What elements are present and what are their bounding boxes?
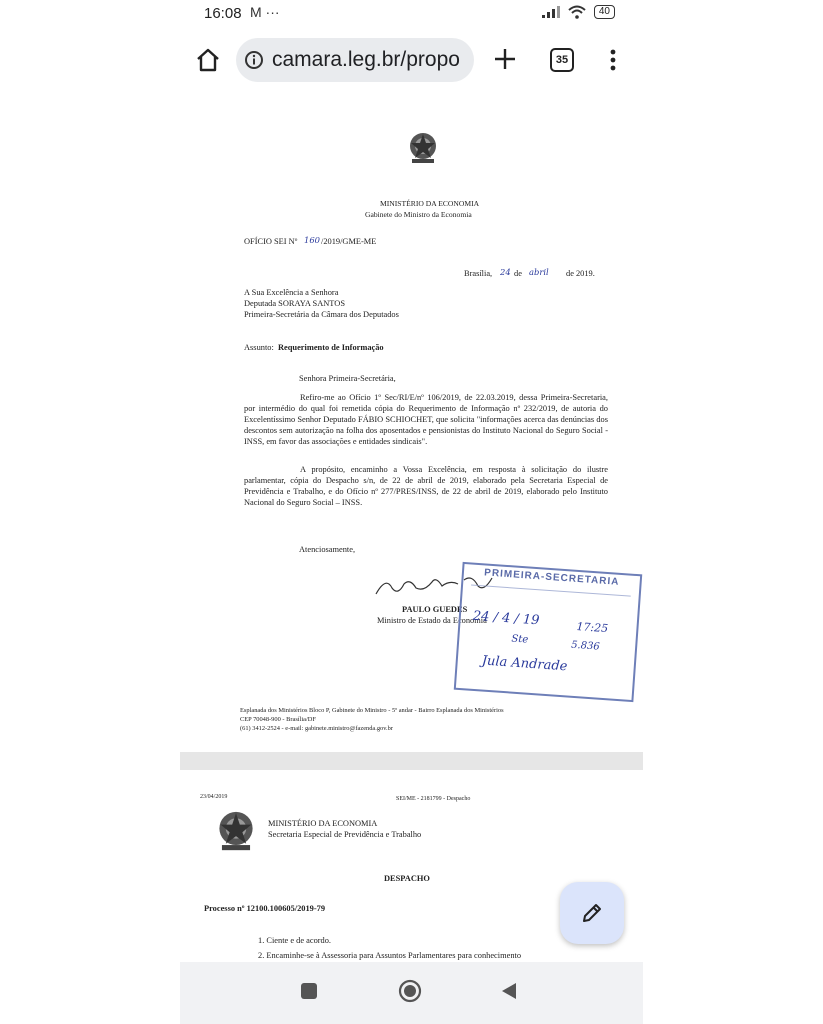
back-nav-icon[interactable]: [500, 982, 518, 1000]
stamp-title: PRIMEIRA-SECRETARIA: [483, 567, 620, 588]
circle-home-nav-icon[interactable]: [398, 979, 422, 1003]
edit-fab-button[interactable]: [560, 882, 624, 944]
coat-of-arms-icon: [214, 808, 258, 854]
pdf-document[interactable]: [180, 92, 643, 962]
system-nav-bar: [180, 962, 643, 1024]
footer-line-3: (61) 3412-2524 - e-mail: gabinete.ministro@fazenda.gov.br: [240, 725, 393, 732]
protocol-stamp: [454, 562, 642, 702]
phone-screen: [180, 0, 643, 1024]
stamp-number-handwritten: 5.836: [570, 639, 601, 653]
date-de: de: [514, 269, 522, 278]
coat-of-arms-icon: [406, 130, 440, 166]
subject-label: Assunto:: [244, 343, 274, 352]
battery-indicator: 40: [594, 5, 615, 19]
salutation: Senhora Primeira-Secretária,: [299, 374, 396, 383]
stamp-signature-handwritten: Jula Andrade: [481, 653, 568, 675]
address-line-1: A Sua Excelência a Senhora: [244, 288, 339, 297]
despacho-processo: Processo nº 12100.100605/2019-79: [204, 904, 326, 913]
stamp-time-handwritten: 17:25: [576, 619, 609, 636]
despacho-item-2: 2. Encaminhe-se à Assessoria para Assuntos Parlamentares para conhecimento: [258, 951, 522, 960]
oficio-suffix: /2019/GME-ME: [321, 237, 377, 246]
footer-line-1: Esplanada dos Ministérios Bloco P, Gabinete do Ministro - 5º andar - Bairro Esplanada dos Ministérios: [240, 707, 504, 714]
despacho-ministry: MINISTÉRIO DA ECONOMIA: [268, 819, 378, 828]
oficio-prefix: OFÍCIO SEI Nº: [244, 237, 298, 246]
date-prefix: Brasília,: [464, 269, 493, 278]
home-icon[interactable]: [194, 46, 222, 74]
url-text[interactable]: camara.leg.br/propo: [272, 48, 460, 71]
signal-icon: [542, 6, 560, 18]
address-line-2: Deputada SORAYA SANTOS: [244, 299, 345, 308]
page-oficio: [180, 92, 643, 752]
despacho-date: 23/04/2019: [200, 794, 228, 800]
paragraph-1: Refiro-me ao Ofício 1º Sec/RI/E/nº 106/2019, de 22.03.2019, dessa Primeira-Secretaria, por intermédio do qual foi remetida cópia do Requerimento de Informação nº 232/2019, de autoria do Excelentíssimo Senhor Deputado FÁBIO SCHIOCHET, que solicita "informações acerca das denúncias dos descontos sem autorização na folha dos aposentados e pensionistas do Instituto Nacional do Seguro Social - INSS, em favor das associações e entidades sindicais".: [244, 393, 608, 446]
status-right: [542, 5, 615, 19]
signer-name: PAULO GUEDES: [402, 605, 468, 614]
cabinet-title: Gabinete do Ministro da Economia: [365, 210, 472, 219]
footer-line-2: CEP 70048-900 - Brasília/DF: [240, 716, 316, 723]
notification-icons: M ···: [250, 4, 280, 20]
plus-icon[interactable]: [492, 46, 518, 72]
date-month-handwritten: abril: [529, 267, 549, 277]
paragraph-2: A propósito, encaminho a Vossa Excelência, em resposta à solicitação do ilustre parlamentar, cópia do Despacho s/n, de 22 de abril de 2019, elaborado pela Secretaria Especial de Previdência e Trabalho, e do Ofício nº 277/PRES/INSS, de 22 de abril de 2019, elaborado pelo Instituto Nacional do Seguro Social – INSS.: [244, 465, 608, 507]
ministry-title: MINISTÉRIO DA ECONOMIA: [380, 199, 480, 208]
square-nav-icon[interactable]: [300, 982, 318, 1000]
info-icon[interactable]: [244, 50, 264, 70]
stamp-date-handwritten: 24 / 4 / 19: [472, 608, 540, 629]
stamp-ponto-handwritten: Ste: [511, 633, 529, 646]
browser-toolbar: [180, 28, 643, 92]
subject-value: Requerimento de Informação: [278, 343, 384, 352]
despacho-title: DESPACHO: [384, 874, 430, 883]
despacho-header-ref: SEI/ME - 2181799 - Despacho: [396, 796, 471, 802]
pencil-icon: [580, 901, 604, 925]
closing: Atenciosamente,: [299, 545, 356, 554]
despacho-secretariat: Secretaria Especial de Previdência e Trabalho: [268, 830, 422, 839]
date-day-handwritten: 24: [500, 267, 511, 277]
tabs-icon[interactable]: 35: [550, 48, 574, 72]
status-bar: [180, 0, 643, 28]
oficio-number-handwritten: 160: [304, 235, 320, 245]
more-vert-icon[interactable]: [608, 46, 618, 74]
page-separator: [180, 752, 643, 770]
signer-title: Ministro de Estado da Economia: [377, 616, 487, 625]
url-bar[interactable]: [236, 38, 474, 82]
despacho-item-1: 1. Ciente e de acordo.: [258, 936, 332, 945]
wifi-icon: [568, 5, 586, 19]
date-suffix: de 2019.: [566, 269, 595, 278]
address-line-3: Primeira-Secretária da Câmara dos Deputados: [244, 310, 399, 319]
status-time: 16:08: [204, 5, 242, 22]
